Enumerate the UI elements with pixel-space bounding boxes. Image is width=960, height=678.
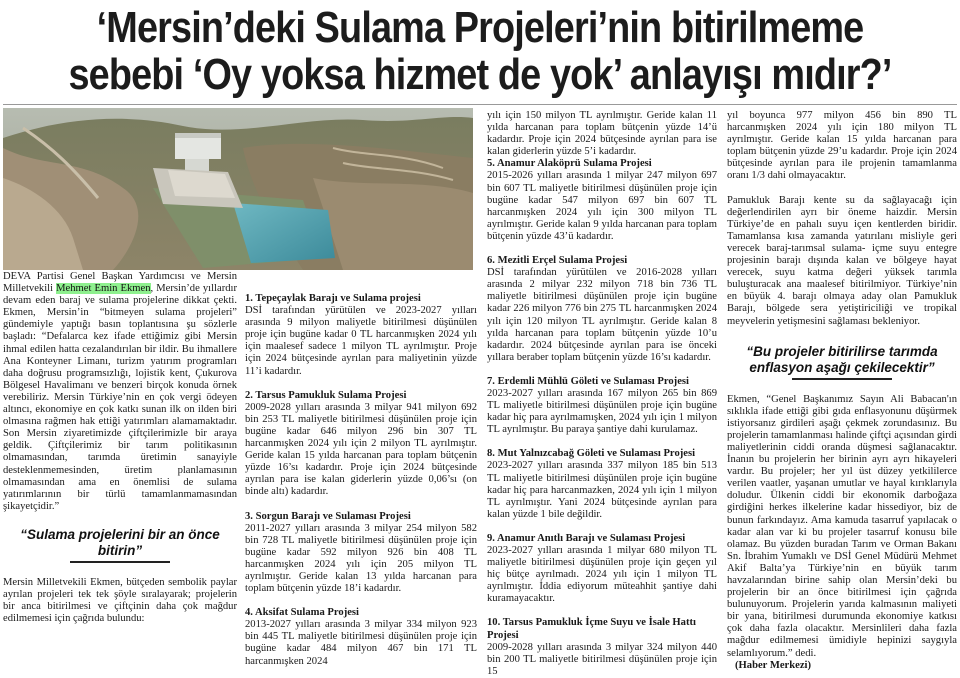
after-quote-paragraph: Mersin Milletvekili Ekmen, bütçeden sembolik paylar ayrılan projeleri tek tek şöyle sıralayarak; projelerin bir anca bitirilmesi ve çiftçinin daha çok mağdur edilmemesi için çağrıda bulundu: (3, 576, 237, 625)
project-6-body: DSİ tarafından yürütülen ve 2016-2028 yılları arasında 2 milyar 232 milyon 718 bin 736 TL maliyetle bitirilmesi düşünülen proje için bugüne kadar 226 milyon 776 bin 275 TL harcanmışken 2024 yılı için 120 milyon TL ayrılmıştır. Geride kalan 8 yılda harcanan para toplam bütçenin yüzde 10’u kadardır. 2024 bütçesinde ayrılan para ise önceki yıllara beraber toplam bütçenin yüzde 16’sı kadardır. (487, 267, 717, 363)
quote-rule-2 (792, 378, 892, 380)
pull-quote-1: “Sulama projelerini bir an önce bitirin” (20, 526, 220, 558)
project-8-body: 2023-2027 yılları arasında 337 milyon 185 bin 513 TL maliyetle bitirilmesi düşünülen proje için bugüne kadar hiç para harcanmazken, 2024 yılı için 1 milyon TL ayrılmıştır. Yani 2024 bütçesinde ayrılan para kalan yüzde 1 bile değildir. (487, 460, 717, 520)
column-4 (727, 110, 957, 672)
project-1-title: 1. Tepeçaylak Barajı ve Sulama projesi (245, 293, 421, 304)
project-3-body: 2011-2027 yılları arasında 3 milyar 254 milyon 582 bin 728 TL maliyetle bitirilmesi düşünülen proje için bugüne kadar 592 milyon 926 bin 408 TL harcanmışken 2024 yılı için 205 milyon TL ayrılmıştır. Geride kalan 13 yılda harcanan para toplam bütçenin yüzde 18’i kadardır. (245, 522, 477, 595)
project-5-title: 5. Anamur Alaköprü Sulama Projesi (487, 158, 652, 170)
headline-line-1: ‘Mersin’deki Sulama Projeleri’nin bitirilmeme (96, 3, 864, 52)
project-9-body: 2023-2027 yılları arasında 1 milyar 680 milyon TL maliyetle bitirilmesi düşünülen proje için geçen yıl hiç bütçe ayrılmadı. 2024 yılı için 1 milyon TL ayrılmıştır. İddia ediyorum müteahhit şantiye dahi kuramayacaktır. (487, 545, 717, 605)
project-7-body: 2023-2027 yılları arasında 167 milyon 265 bin 869 TL maliyetle bitirilmesi düşünülen proje için bugüne kadar hiç para ayrılmamışken, 2024 yılı için 1 milyon TL ayrılmıştır. Bu paraya şantiye dahi kurulamaz. (487, 387, 717, 436)
column-1 (3, 271, 237, 625)
pull-quote-2: “Bu projeler bitirilirse tarımda enflasyon aşağı çekilecektir” (746, 343, 938, 375)
project-9-title: 9. Anamur Anıtlı Barajı ve Sulaması Projesi (487, 532, 686, 544)
intro-paragraph (3, 271, 237, 513)
byline: (Haber Merkezi) (735, 659, 811, 671)
dam-photo (3, 108, 473, 270)
headline-rule (3, 104, 957, 105)
project-10-continued: yıl boyunca 977 milyon 456 bin 890 TL harcanmışken 2024 yılı için 180 milyon TL ayrılmıştır. Geride kalan 15 yılda harcanan para toplam bütçenin yüzde 29’u kadardır. Proje için 2024 bütçesinde ayrılan para ile projenin tamamlanma oranı 1/3 dahi olmayacaktır. (727, 110, 957, 182)
dam-illustration (3, 108, 473, 270)
project-4-continued: yılı için 150 milyon TL ayrılmıştır. Geride kalan 11 yılda harcanan para toplam bütçenin yüzde 14’ü kadardır. Proje için 2024 bütçesinde ayrılan para ise kalan giderlerin yüzde 5’i kadardır. (487, 110, 717, 158)
headline-line-2: sebebi ‘Oy yoksa hizmet de yok’ anlayışı mıdır?’ (68, 50, 892, 99)
project-7-title: 7. Erdemli Mühlü Göleti ve Sulaması Projesi (487, 375, 689, 387)
project-3-title: 3. Sorgun Barajı ve Sulaması Projesi (245, 510, 411, 522)
project-1-body: DSİ tarafından yürütülen ve 2023-2027 yılları arasında 9 milyon maliyetle bitirilmesi düşünülen proje için bugüne kadar 0 TL harcanmışken 2024 yılı için maalesef sadece 1 milyon TL ayrılmıştır. Proje için 2024 bütçesinde ayrılan para maliyetinin yüzde 11’i kadardır. (245, 305, 477, 377)
project-8-title: 8. Mut Yalnızcabağ Göleti ve Sulaması Projesi (487, 448, 696, 460)
project-4-body: 2013-2027 yılları arasında 3 milyar 334 milyon 923 bin 445 TL maliyetle bitirilmesi düşünülen proje için bugüne kadar 484 milyon 467 bin 171 TL harcanmışken 2024 (245, 619, 477, 667)
column-3 (487, 110, 717, 678)
project-2-body: 2009-2028 yılları arasında 3 milyar 941 milyon 692 bin 253 TL maliyetle bitirilmesi düşünülen proje için bugüne kadar 646 milyon 296 bin 307 TL harcanmışken 2024 yılı için 2 milyon TL ayrılmıştır. Geride kalan 15 yılda harcanan para toplam bütçenin yüzde 16’sı kadardır. Proje için 2024 bütçesinde ayrılan para ise kalan giderlerin yüzde 0,06’sı (on binde altı) kadardır. (245, 401, 477, 498)
intro-text-b: , Mersin’de yıllardır devam eden baraj ve sulama projelerine dikkat çekti. Ekmen, Mersin’in “bitmeyen sulama projeleri” gündemiyle yaptığı basın toplantısına şu sözlerle başladı: “Defalarca kez ifade ettiğimiz gibi Mersin ihmal edilen hatta cezalandırılan bir ildir. Bu ihmallere Ana Konteyner Limanı, turizm yatırım programları daha doğrusu programsızlığı, lojistik kent, Çukurova Bölgesel Havalimanı ve benzeri birçok konuda örnek verebiliriz. Mersin Türkiye’nin en çok vergi ödeyen altıncı, ekonomiye en çok katkı sunan ilk on ilden biri olmasına rağmen hak ettiği yatırımları alamamaktadır. Son Mersin ziyaretimizde çiftçilerimizle bir araya geldik. Çiftçilerimiz bir tarım politikasının olmamasından, tarımda üretimin sanayiyle desteklenmemesinden, üretim planlamasının olmamasından ama en önemlisi de sulama yatırımlarının bir türlü tamamlanmamasından şikayetçidir.” (3, 283, 238, 512)
project-5-body: 2015-2026 yılları arasında 1 milyar 247 milyon 697 bin 607 TL maliyetle bitirilmesi düşünülen proje için bugüne kadar 547 milyon 697 bin 607 TL harcanmışken 2024 yılı için 300 milyon TL ayrılmıştır. Geride kalan 9 yılda harcanan para toplam bütçenin yüzde 43’ü kadardır. (487, 170, 717, 242)
pamukluk-paragraph: Pamukluk Barajı kente su da sağlayacağı için değerlendirilen ayrı bir öneme haizdir. Mersin Türkiye’de en pahalı suyu içen kentlerden biridir. Tamamlansa kısa zamanda yatırılanı misliyle geri verecek baraj-tarımsal sulama- içme suyu entegre projesinin barajı dışında kalan ve bölgeye hayat verecek, suyu katma değeri yüksek tarımla buluşturacak ana maalesef bitirilmiyor. Türkiye’nin en büyük 4. barajı olmaya aday olan Pamukluk Barajı, bölgede sera yetiştiriciliği ve tropikal meyvelerin yetişmesini sağlaması bekleniyor. (727, 194, 957, 327)
column-2 (245, 293, 477, 668)
closing-paragraph: Ekmen, “Genel Başkanımız Sayın Ali Babacan'ın sıklıkla ifade ettiği gibi gıda enflasyonunu düşürmek istiyorsanız girdileri aşağı çekmek zorundasınız. Bu projelerin tamamlanması halinde çiftçi açısından girdi maliyetlerinin ciddi oranda düşmesi sağlanacaktır. İnanın bu projelerin her birinin ayrı ayrı hikayeleri vardır. Bu projeler; her yıl üst düzey yetkililerce verilen vaatler, yaşanan umutlar ve hayal kırıklarıyla doludur. Ülkenin ciddi bir ekonomik darboğaza girdiğini herkes ilkelerine kadar hissediyor, biz de bunun farkındayız. Ama kamuda tasarruf yapılacak o kadar alan var ki bu projeler tasarruf konusu bile olamaz. Bu yüzden buradan Tarım ve Orman Bakanı Sn. İbrahim Yumaklı ve DSİ Genel Müdürü Mehmet Akif Balta’ya Türkiye’nin en büyük tarım havzalarından birine sahip olan Mersin’deki bu projelerin bir an önce bitirilmesi için çağrıda bulunuyorum. Projelerin yarıda kalmasının maliyeti bir yana, bitirilmesi durumunda ekonomiye katkısı çok daha fazla olacaktır. Mersinlileri daha fazla mağdur edilmemesi ümidiyle hepinizi saygıyla selamlıyorum.” dedi. (727, 393, 957, 659)
project-2-title: 2. Tarsus Pamukluk Sulama Projesi (245, 389, 407, 401)
project-4-title: 4. Aksifat Sulama Projesi (245, 607, 359, 619)
project-10-body: 2009-2028 yılları arasında 3 milyar 324 milyon 440 bin 200 TL maliyetle bitirilmesi düşünülen proje için 15 (487, 641, 717, 677)
project-10-title: 10. Tarsus Pamukluk İçme Suyu ve İsale Hattı Projesi (487, 617, 696, 641)
intro-text-a: DEVA Partisi Genel Başkan Yardımcısı ve Mersin Milletvekili (3, 271, 237, 295)
quote-rule-1 (70, 561, 170, 563)
headline (0, 0, 960, 98)
highlighted-name: Mehmet Emin Ekmen (56, 283, 151, 295)
project-6-title: 6. Mezitli Erçel Sulama Projesi (487, 255, 628, 267)
